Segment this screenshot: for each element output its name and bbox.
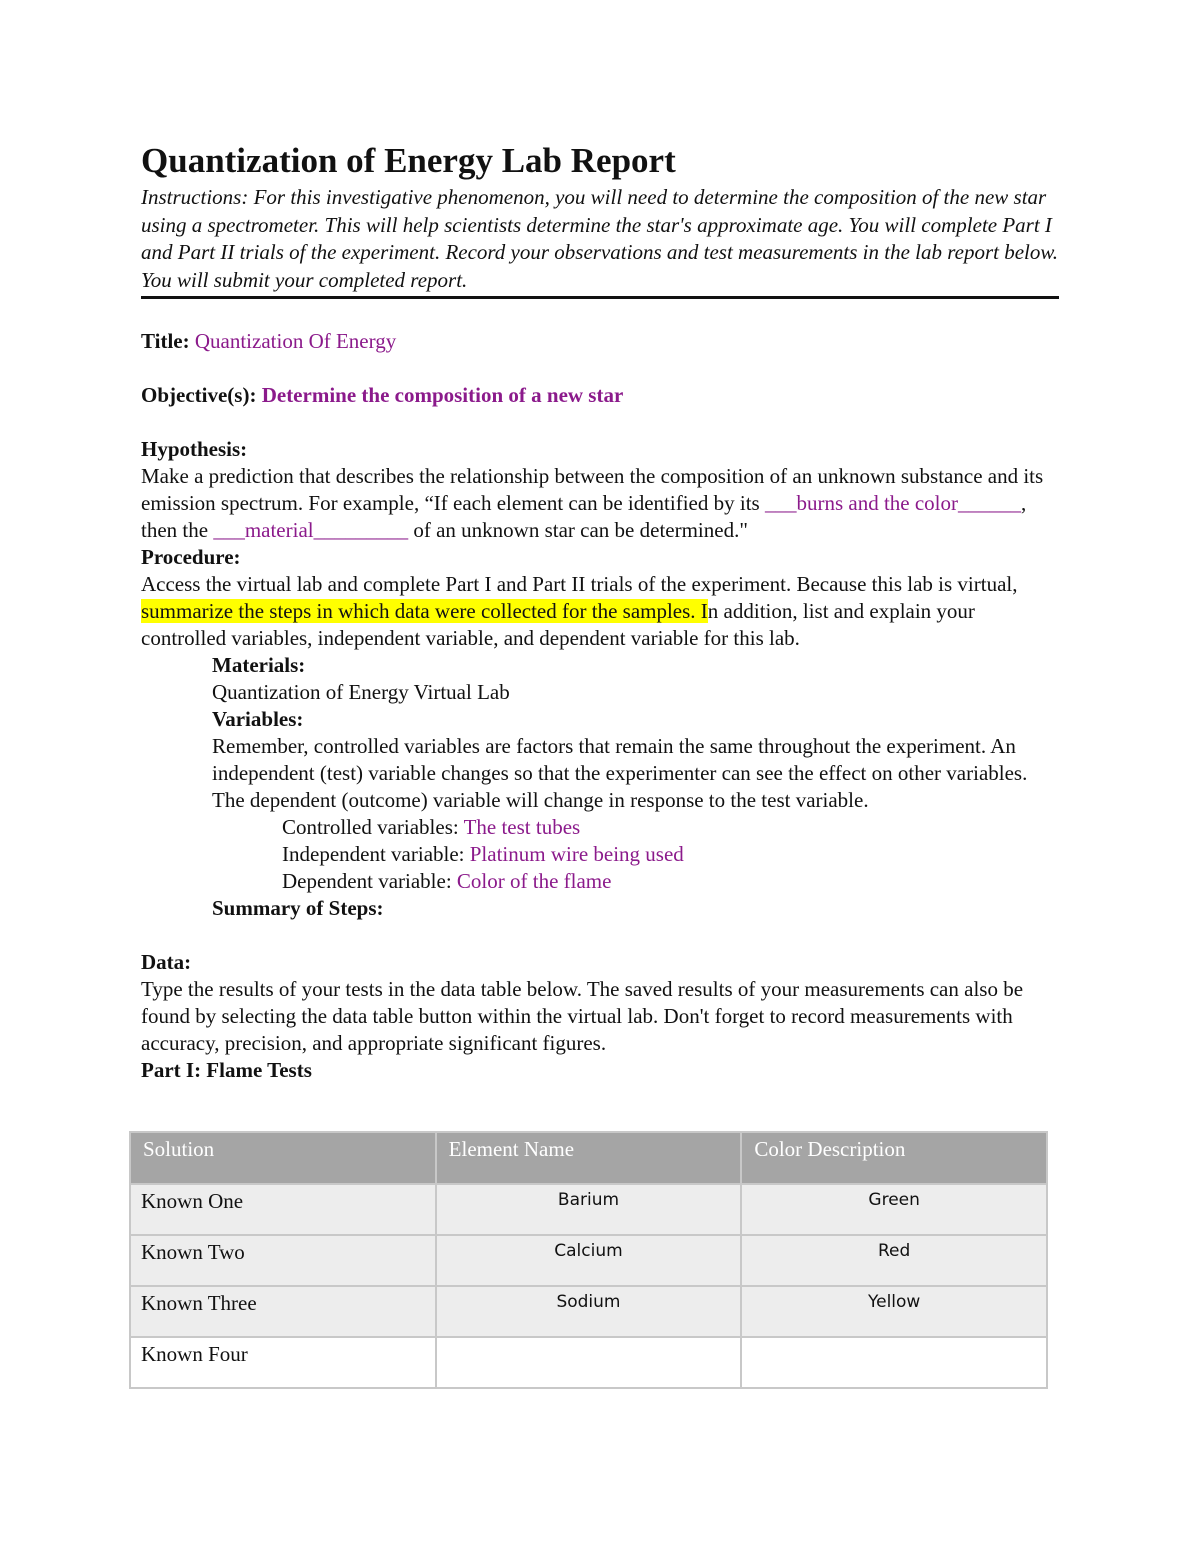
element-name-cell[interactable] — [436, 1337, 742, 1388]
table-row — [130, 1235, 1047, 1286]
element-name-cell[interactable]: Sodium — [436, 1286, 742, 1337]
table-row — [130, 1337, 1047, 1388]
summary-section — [141, 895, 1059, 922]
color-description-cell[interactable]: Red — [741, 1235, 1047, 1286]
table-header-row — [130, 1132, 1047, 1184]
procedure-subsections — [141, 652, 1059, 814]
data-text: Type the results of your tests in the data table below. The saved results of your measurements can also be found by selecting the data table button within the virtual lab. Don't forget to record measurements with accuracy, precision, and appropriate significant figures. — [141, 977, 1024, 1055]
data-label: Data: — [141, 950, 192, 974]
blank-2-answer: material — [244, 518, 314, 542]
document-page — [141, 140, 1059, 1084]
hypothesis-label: Hypothesis: — [141, 437, 248, 461]
hypothesis-text — [141, 463, 1059, 544]
element-name-cell[interactable]: Calcium — [436, 1235, 742, 1286]
controlled-value[interactable]: The test tubes — [463, 815, 581, 839]
procedure-label: Procedure: — [141, 545, 241, 569]
materials-value: Quantization of Energy Virtual Lab — [212, 680, 510, 704]
table-row — [130, 1184, 1047, 1235]
procedure-text — [141, 571, 1059, 652]
procedure-text-1: Access the virtual lab and complete Part I and Part II trials of the experiment. Because this lab is virtual, — [141, 572, 1018, 596]
variables-list — [141, 814, 1059, 895]
solution-cell: Known Three — [130, 1286, 436, 1337]
variables-text: Remember, controlled variables are factors that remain the same throughout the experiment. An independent (test) variable changes so that the experimenter can see the effect on other variables. The dependent (outcome) variable will change in response to the test variable. — [212, 734, 1028, 812]
instructions-text: Instructions: For this investigative phenomenon, you will need to determine the composition of the new star using a spectrometer. This will help scientists determine the star's approximate age. You will complete Part I and Part II trials of the experiment. Record your observations and test measurements in the lab report below. You will submit your completed report. — [141, 184, 1059, 299]
objective-label: Objective(s): — [141, 383, 257, 407]
dependent-value[interactable]: Color of the flame — [456, 869, 612, 893]
summary-label: Summary of Steps: — [212, 896, 384, 920]
independent-variable — [282, 841, 1059, 868]
header-color-description: Color Description — [741, 1132, 1047, 1184]
variables-label: Variables: — [212, 707, 304, 731]
hypothesis-blank-1[interactable] — [765, 491, 1021, 515]
solution-cell: Known Four — [130, 1337, 436, 1388]
objective-value[interactable]: Determine the composition of a new star — [261, 383, 624, 407]
document-title: Quantization of Energy Lab Report — [141, 141, 676, 180]
solution-cell: Known One — [130, 1184, 436, 1235]
dependent-label: Dependent variable: — [282, 869, 457, 893]
element-name-cell[interactable]: Barium — [436, 1184, 742, 1235]
part-one-label: Part I: Flame Tests — [141, 1058, 312, 1082]
objective-field — [141, 382, 1059, 409]
header-element-name: Element Name — [436, 1132, 742, 1184]
materials-label: Materials: — [212, 653, 306, 677]
blank-2-pre: ___ — [213, 518, 245, 542]
hypothesis-text-2: , then the — [141, 491, 1027, 542]
hypothesis-blank-2[interactable] — [213, 518, 408, 542]
title-value[interactable]: Quantization Of Energy — [194, 329, 397, 353]
color-description-cell[interactable]: Green — [741, 1184, 1047, 1235]
blank-1-post: ______ — [958, 491, 1022, 515]
header-solution: Solution — [130, 1132, 436, 1184]
independent-label: Independent variable: — [282, 842, 470, 866]
title-label: Title: — [141, 329, 190, 353]
solution-cell: Known Two — [130, 1235, 436, 1286]
blank-1-answer: burns and the color — [796, 491, 959, 515]
title-field — [141, 328, 1059, 355]
controlled-label: Controlled variables: — [282, 815, 464, 839]
table-row — [130, 1286, 1047, 1337]
dependent-variable — [282, 868, 1059, 895]
procedure-text-2: n addition, list and explain your controlled variables, independent variable, and dependent variable for this lab. — [141, 599, 975, 650]
blank-2-post: _________ — [313, 518, 409, 542]
flame-test-table — [129, 1131, 1048, 1389]
blank-1-pre: ___ — [764, 491, 797, 515]
controlled-variable — [282, 814, 1059, 841]
independent-value[interactable]: Platinum wire being used — [469, 842, 684, 866]
procedure-highlight: summarize the steps in which data were collected for the samples. I — [141, 599, 708, 623]
hypothesis-text-1: Make a prediction that describes the relationship between the composition of an unknown substance and its emission spectrum. For example, “If each element can be identified by its — [141, 464, 1044, 515]
hypothesis-text-3: of an unknown star can be determined." — [408, 518, 748, 542]
color-description-cell[interactable]: Yellow — [741, 1286, 1047, 1337]
color-description-cell[interactable] — [741, 1337, 1047, 1388]
